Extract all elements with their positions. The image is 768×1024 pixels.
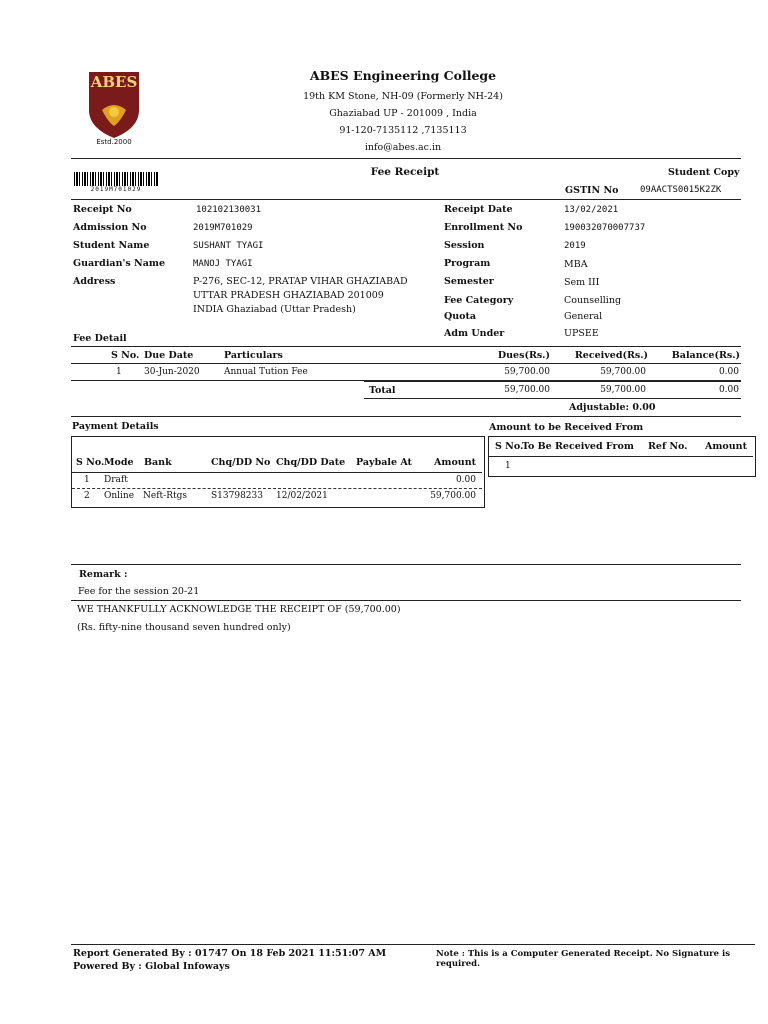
total-bottom-line <box>364 398 741 399</box>
pay-row-2-chq-no: S13798233 <box>211 491 263 501</box>
pay-header-chq-date: Chq/DD Date <box>276 457 346 468</box>
pay-header-amount: Amount <box>434 457 476 468</box>
fee-category-value: Counselling <box>564 295 622 306</box>
fee-row-particulars: Annual Tution Fee <box>224 367 308 377</box>
total-balance: 0.00 <box>718 385 739 395</box>
fee-header-received: Received(Rs.) <box>574 350 648 361</box>
remark-bottom-line <box>71 600 741 601</box>
pay-row-1-sno: 1 <box>84 475 90 485</box>
footer-note: Note : This is a Computer Generated Receipt. No Signature is required. <box>436 949 730 969</box>
details-divider <box>71 199 741 200</box>
remark-top-line <box>71 564 741 565</box>
session-value: 2019 <box>564 241 586 251</box>
college-name: ABES Engineering College <box>309 68 497 83</box>
pay-header-sno: S No. <box>76 457 105 468</box>
quota-label: Quota <box>444 311 477 322</box>
student-name-value: SUSHANT TYAGI <box>193 241 264 251</box>
atr-header-sno: S No. <box>495 441 524 452</box>
address-label: Address <box>73 276 116 287</box>
fee-header-due-date: Due Date <box>144 350 194 361</box>
fee-row-sno: 1 <box>116 367 122 377</box>
logo-text: ABES <box>90 73 138 91</box>
logo-estd: Estd.2000 <box>96 138 132 146</box>
pay-header-payable-at: Paybale At <box>356 457 412 468</box>
pay-row-2-mode: Online <box>104 491 135 501</box>
fee-row-due-date: 30-Jun-2020 <box>144 367 200 377</box>
pay-row-2-amount: 59,700.00 <box>430 491 476 501</box>
session-label: Session <box>444 240 485 251</box>
address-line-3: INDIA Ghaziabad (Uttar Pradesh) <box>193 304 356 315</box>
semester-label: Semester <box>444 276 494 287</box>
receipt-title: Fee Receipt <box>370 166 440 178</box>
total-received: 59,700.00 <box>600 385 646 395</box>
pay-header-chq-no: Chq/DD No <box>211 457 271 468</box>
fee-category-label: Fee Category <box>444 295 514 306</box>
semester-value: Sem III <box>564 277 600 288</box>
adm-under-label: Adm Under <box>444 328 505 339</box>
enrollment-no-value: 190032070007737 <box>564 223 646 233</box>
college-phone: 91-120-7135112 ,7135113 <box>339 125 467 136</box>
student-name-label: Student Name <box>73 240 150 251</box>
fee-row-balance: 0.00 <box>718 367 739 377</box>
student-copy: Student Copy <box>668 167 740 178</box>
powered-by: Powered By : Global Infoways <box>73 961 230 972</box>
atr-header-from: To Be Received From <box>522 441 634 452</box>
receipt-no-value: 102102130031 <box>196 205 262 215</box>
receipt-date-label: Receipt Date <box>444 204 513 215</box>
fee-header-balance: Balance(Rs.) <box>671 350 740 361</box>
fee-header-particulars: Particulars <box>224 350 283 361</box>
fee-table-top-line <box>71 346 741 347</box>
quota-value: General <box>564 311 603 322</box>
atr-header-amount: Amount <box>705 441 747 452</box>
pay-row-1-amount: 0.00 <box>455 475 476 485</box>
header-divider <box>71 158 741 159</box>
pay-row-divider <box>72 488 482 489</box>
total-dues: 59,700.00 <box>504 385 550 395</box>
college-logo <box>86 70 142 148</box>
program-value: MBA <box>564 259 588 270</box>
guardian-name-value: MANOJ TYAGI <box>193 259 253 269</box>
amount-in-words: (Rs. fifty-nine thousand seven hundred only) <box>77 622 291 633</box>
total-label: Total <box>369 385 396 396</box>
address-line-1: P-276, SEC-12, PRATAP VIHAR GHAZIABAD <box>193 276 408 287</box>
fee-section-end-line <box>71 416 741 417</box>
pay-header-mode: Mode <box>104 457 134 468</box>
fee-detail-title: Fee Detail <box>73 333 127 344</box>
college-address-2: Ghaziabad UP - 201009 , India <box>329 108 477 119</box>
guardian-name-label: Guardian's Name <box>73 258 165 269</box>
report-generated: Report Generated By : 01747 On 18 Feb 2021 11:51:07 AM <box>73 948 387 959</box>
college-email: info@abes.ac.in <box>364 142 442 153</box>
atr-header-line <box>489 456 753 457</box>
remark-label: Remark : <box>79 569 128 580</box>
remark-text: Fee for the session 20-21 <box>78 586 200 597</box>
amount-to-receive-title: Amount to be Received From <box>489 422 644 433</box>
gstin-value: 09AACTS0015K2ZK <box>640 185 722 195</box>
atr-header-ref: Ref No. <box>648 441 688 452</box>
gstin-label: GSTIN No <box>565 185 619 196</box>
pay-row-2-chq-date: 12/02/2021 <box>276 491 328 501</box>
address-line-2: UTTAR PRADESH GHAZIABAD 201009 <box>193 290 384 301</box>
enrollment-no-label: Enrollment No <box>444 222 523 233</box>
admission-no-label: Admission No <box>73 222 147 233</box>
acknowledge-text: WE THANKFULLY ACKNOWLEDGE THE RECEIPT OF (59,700.00) <box>77 604 401 615</box>
fee-header-line <box>71 363 741 364</box>
total-top-line <box>364 381 741 382</box>
program-label: Program <box>444 258 491 269</box>
pay-row-1-mode: Draft <box>104 475 128 485</box>
fee-row-received: 59,700.00 <box>600 367 646 377</box>
pay-row-2-bank: Neft-Rtgs <box>143 491 187 501</box>
pay-header-bank: Bank <box>144 457 172 468</box>
atr-row-sno: 1 <box>505 461 511 471</box>
pay-header-line <box>72 472 482 473</box>
barcode <box>74 172 158 186</box>
adjustable: Adjustable: 0.00 <box>569 402 656 413</box>
pay-row-2-sno: 2 <box>84 491 90 501</box>
payment-details-title: Payment Details <box>72 421 159 432</box>
fee-header-sno: S No. <box>111 350 140 361</box>
college-address-1: 19th KM Stone, NH-09 (Formerly NH-24) <box>303 91 503 102</box>
barcode-text: 2019M701029 <box>90 186 142 193</box>
receipt-date-value: 13/02/2021 <box>564 205 619 215</box>
footer-line <box>71 944 755 945</box>
admission-no-value: 2019M701029 <box>193 223 253 233</box>
fee-header-dues: Dues(Rs.) <box>497 350 550 361</box>
adm-under-value: UPSEE <box>564 328 599 339</box>
receipt-no-label: Receipt No <box>73 204 132 215</box>
fee-row-dues: 59,700.00 <box>504 367 550 377</box>
